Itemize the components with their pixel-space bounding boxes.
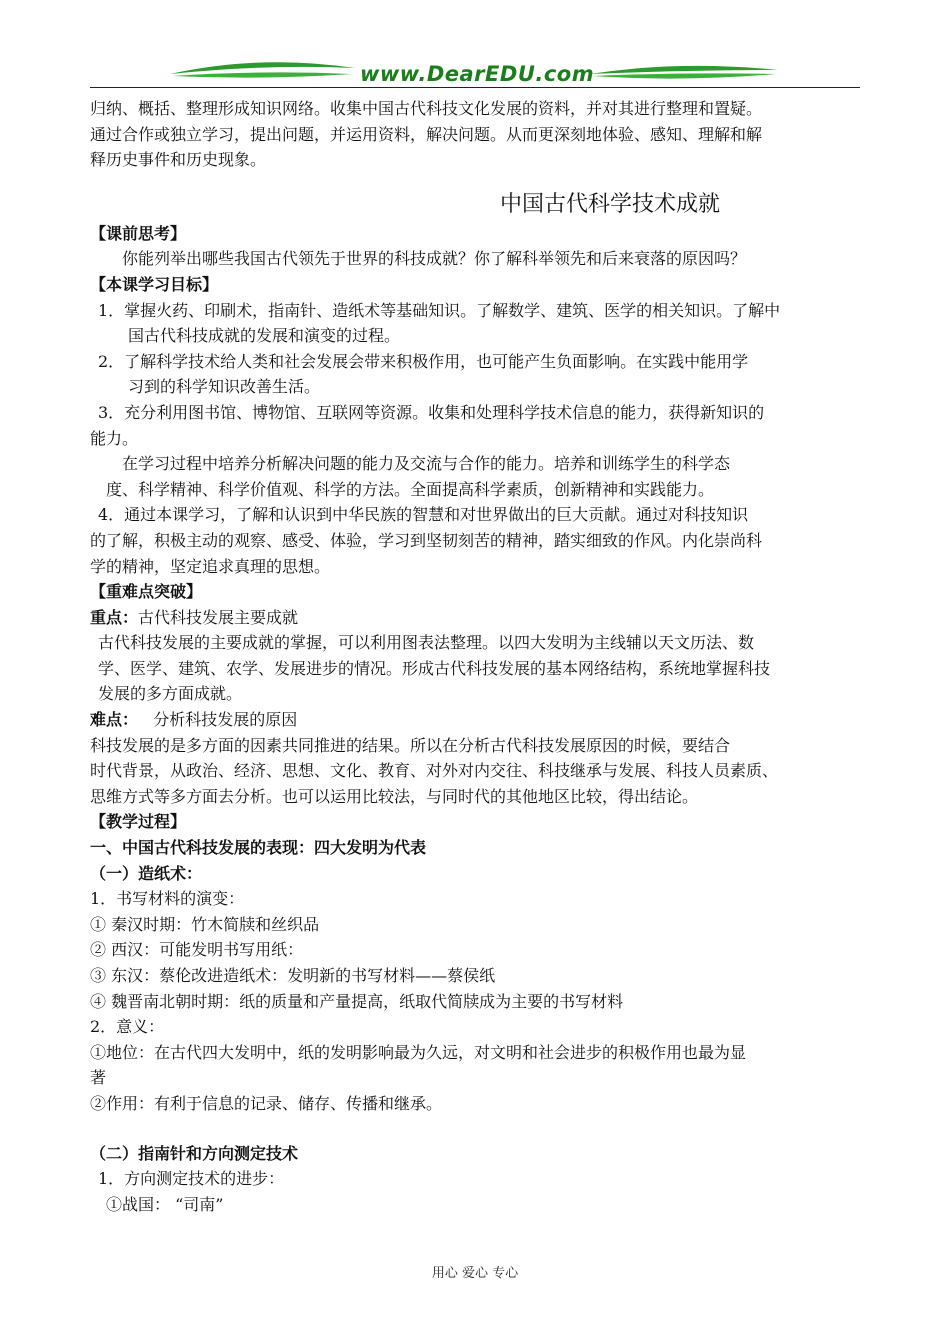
difficult-text: 分析科技发展的原因 xyxy=(153,710,298,730)
key-line: 发展的多方面成就。 xyxy=(98,684,243,704)
document-title: 中国古代科学技术成就 xyxy=(500,191,721,217)
list-item: 1．方向测定技术的进步： xyxy=(98,1169,285,1189)
header-divider xyxy=(90,87,860,88)
intro-line: 通过合作或独立学习，提出问题，并运用资料，解决问题。从而更深刻地体验、感知、理解和解 xyxy=(90,124,763,144)
goal-line: 3．充分利用图书馆、博物馆、互联网等资源。收集和处理科学技术信息的能力，获得新知识的 xyxy=(98,402,765,422)
goal-line: 4．通过本课学习，了解和认识到中华民族的智慧和对世界做出的巨大贡献。通过对科技知识 xyxy=(98,505,749,525)
difficult-line: 思维方式等多方面去分析。也可以运用比较法，与同时代的其他地区比较，得出结论。 xyxy=(90,786,699,806)
paragraph: 你能列举出哪些我国古代领先于世界的科技成就？你了解科举领先和后来衰落的原因吗？ xyxy=(122,249,747,269)
section-heading: 【重难点突破】 xyxy=(90,582,203,602)
goal-line: 的了解，积极主动的观察、感受、体验，学习到坚韧刻苦的精神，踏实细致的作风。内化崇尚科 xyxy=(90,530,763,550)
difficult-label: 难点： xyxy=(90,710,139,730)
goal-line: 2．了解科学技术给人类和社会发展会带来积极作用，也可能产生负面影响。在实践中能用学 xyxy=(98,351,749,371)
key-line: 学、医学、建筑、农学、发展进步的情况。形成古代科技发展的基本网络结构，系统地掌握科技 xyxy=(98,658,771,678)
list-item: ② 西汉：可能发明书写用纸： xyxy=(90,940,304,960)
list-item: ①地位：在古代四大发明中，纸的发明影响最为久远，对文明和社会进步的积极作用也最为显 xyxy=(90,1042,747,1062)
key-label: 重点： xyxy=(90,607,139,627)
difficult-line: 科技发展的是多方面的因素共同推进的结果。所以在分析古代科技发展原因的时候，要结合 xyxy=(90,735,731,755)
list-item: ① 秦汉时期：竹木简牍和丝织品 xyxy=(90,914,320,934)
goal-line: 学的精神，坚定追求真理的思想。 xyxy=(90,556,331,576)
list-item: 1．书写材料的演变： xyxy=(90,889,245,909)
intro-line: 释历史事件和历史现象。 xyxy=(90,150,267,170)
key-point xyxy=(90,605,860,631)
list-item: 著 xyxy=(90,1068,107,1088)
list-item: ①战国： “司南” xyxy=(106,1194,224,1214)
goal-line: 在学习过程中培养分析解决问题的能力及交流与合作的能力。培养和训练学生的科学态 xyxy=(122,454,731,474)
list-item: ②作用：有利于信息的记录、储存、传播和继承。 xyxy=(90,1093,443,1113)
sub-heading: （二）指南针和方向测定技术 xyxy=(90,1143,299,1163)
list-item: ④ 魏晋南北朝时期：纸的质量和产量提高，纸取代简牍成为主要的书写材料 xyxy=(90,991,624,1011)
site-logo: www.DearEDU.com xyxy=(360,62,595,86)
section-heading: 【本课学习目标】 xyxy=(90,274,219,294)
sub-heading: （一）造纸术： xyxy=(90,863,203,883)
list-item: 2．意义： xyxy=(90,1017,165,1037)
intro-line: 归纳、概括、整理形成知识网络。收集中国古代科技文化发展的资料，并对其进行整理和置疑。 xyxy=(90,99,763,118)
difficult-point xyxy=(90,707,860,733)
part-heading: 一、中国古代科技发展的表现：四大发明为代表 xyxy=(90,838,427,858)
section-heading: 【课前思考】 xyxy=(90,223,187,243)
list-item: ③ 东汉：蔡伦改进造纸术：发明新的书写材料——蔡侯纸 xyxy=(90,966,496,985)
page-footer: 用心 爱心 专心 xyxy=(431,1266,519,1281)
key-line: 古代科技发展的主要成就的掌握，可以利用图表法整理。以四大发明为主线辅以天文历法、数 xyxy=(98,633,755,653)
goal-line: 国古代科技成就的发展和演变的过程。 xyxy=(128,326,401,346)
key-text: 古代科技发展主要成就 xyxy=(138,607,299,627)
goal-line: 习到的科学知识改善生活。 xyxy=(128,377,321,397)
spacer xyxy=(90,1117,860,1141)
goal-line: 1．掌握火药、印刷术，指南针、造纸术等基础知识。了解数学、建筑、医学的相关知识。了解中 xyxy=(98,300,781,320)
document-body xyxy=(90,96,860,1217)
page-header xyxy=(0,0,950,100)
difficult-line: 时代背景，从政治、经济、思想、文化、教育、对外对内交往、科技继承与发展、科技人员素质、 xyxy=(90,761,779,781)
section-heading: 【教学过程】 xyxy=(90,812,187,832)
goal-line: 能力。 xyxy=(90,428,139,448)
goal-line: 度、科学精神、科学价值观、科学的方法。全面提高科学素质，创新精神和实践能力。 xyxy=(106,479,715,499)
